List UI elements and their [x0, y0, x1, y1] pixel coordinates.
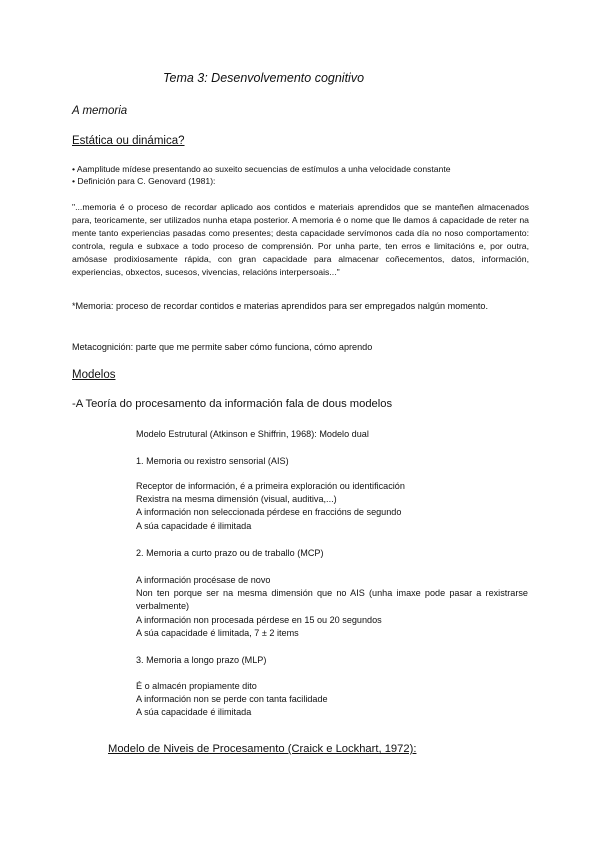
ais-line: A información non seleccionada pérdese en fraccións de segundo — [136, 507, 402, 518]
modelos-heading: Modelos — [72, 369, 116, 381]
mlp-heading: 3. Memoria a longo prazo (MLP) — [136, 655, 267, 665]
mcp-line: Non ten porque ser na mesma dimensión que no AIS (unha imaxe pode pasar a rexistrarse verbalmente) — [136, 588, 528, 612]
ais-heading: 1. Memoria ou rexistro sensorial (AIS) — [136, 456, 289, 466]
bullet-item: • Aamplitude mídese presentando ao suxeito secuencias de estímulos a unha velocidade constante — [72, 164, 451, 174]
mlp-line: A súa capacidade é ilimitada — [136, 707, 252, 718]
ais-details — [136, 480, 528, 533]
mcp-heading: 2. Memoria a curto prazo ou de traballo (MCP) — [136, 548, 324, 558]
teoria-procesamento: -A Teoría do procesamento da información fala de dous modelos — [72, 398, 393, 410]
mcp-details — [136, 574, 528, 640]
metacognicion-definition: Metacognición: parte que me permite saber cómo funciona, cómo aprendo — [72, 342, 373, 352]
bullet-item: • Definición para C. Genovard (1981): — [72, 175, 216, 186]
section-heading-memoria: A memoria — [72, 105, 128, 117]
mcp-line: A súa capacidade é limitada, 7 ± 2 items — [136, 627, 299, 638]
subsection-heading-estatica: Estática ou dinámica? — [72, 135, 185, 147]
ais-line: Receptor de información, é a primeira exploración ou identificación — [136, 481, 405, 491]
mlp-line: A información non se perde con tanta facilidade — [136, 694, 328, 705]
mcp-line: A información non procesada pérdese en 15 ou 20 segundos — [136, 614, 382, 625]
genovard-quote: "...memoria é o proceso de recordar aplicado aos contidos e materiais aprendidos que se manteñen almacenados para, teoricamente, ser utilizados nunha etapa posterior. A memoria é o nome que lle damos á capacidade de reter na mente tanto experiencias pasadas como presentes; desta capacidade servímonos cada día no noso comportamento: controla, regula e subxace a todo proceso de comprensión. Por unha parte, ten erros e limitacións e, por outra, amósase prodixiosamente rápida, con gran capacidade para almacenar coñecementos, datos, información, experiencias, obxectos, sucesos, vivencias, relacións interpersoais..." — [72, 202, 529, 277]
mcp-line: A información procésase de novo — [136, 575, 271, 585]
ais-line: Rexistra na mesma dimensión (visual, auditiva,...) — [136, 494, 337, 505]
ais-line: A súa capacidade é ilimitada — [136, 520, 252, 531]
modelo-estrutural-heading: Modelo Estrutural (Atkinson e Shiffrin, 1968): Modelo dual — [136, 429, 369, 439]
modelo-niveis-heading: Modelo de Niveis de Procesamento (Craick e Lockhart, 1972): — [108, 743, 417, 755]
bullet-list — [72, 164, 451, 187]
memoria-definition: *Memoria: proceso de recordar contidos e materias aprendidos para ser empregados nalgún momento. — [72, 301, 489, 311]
mlp-details — [136, 680, 528, 720]
mlp-line: É o almacén propiamente dito — [136, 681, 257, 691]
document-title: Tema 3: Desenvolvemento cognitivo — [163, 71, 365, 85]
